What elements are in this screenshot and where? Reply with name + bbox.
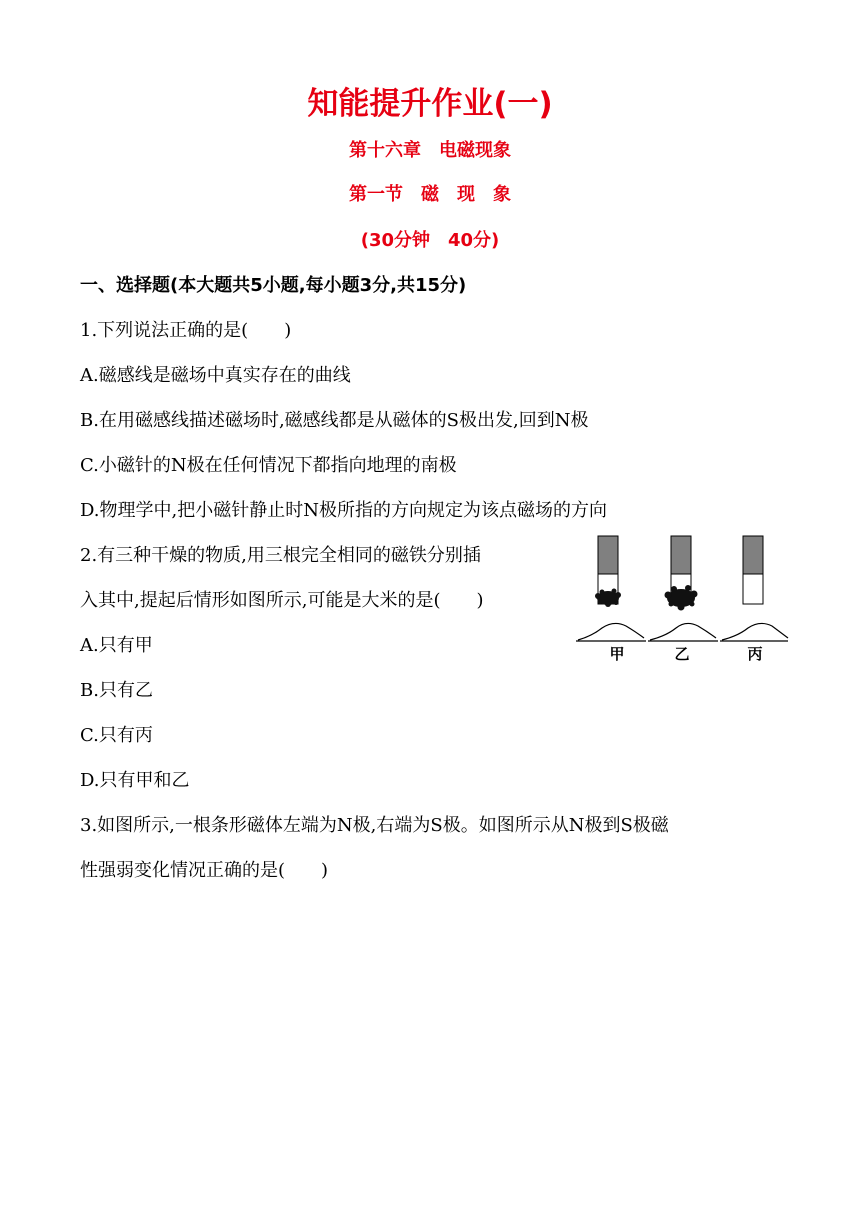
figure-label-jia: 甲 (609, 645, 625, 663)
magnet-bing (743, 536, 763, 604)
pile-yi (648, 623, 718, 641)
q2-stem-line1: 2.有三种干燥的物质,用三根完全相同的磁铁分别插 (80, 545, 481, 566)
chapter-title: 第十六章 电磁现象 (349, 140, 511, 161)
q1-option-a: A.磁感线是磁场中真实存在的曲线 (80, 365, 351, 386)
q2-option-c: C.只有丙 (80, 725, 153, 746)
q2-magnets-figure (574, 532, 790, 664)
q2-stem-line2: 入其中,提起后情形如图所示,可能是大米的是( ) (80, 590, 484, 611)
pile-jia (576, 623, 646, 641)
q1-stem: 1.下列说法正确的是( ) (80, 320, 292, 341)
q1-option-c: C.小磁针的N极在任何情况下都指向地理的南极 (80, 455, 457, 476)
q2-option-b: B.只有乙 (80, 680, 153, 701)
q2-option-a: A.只有甲 (80, 635, 153, 656)
part1-heading: 一、选择题(本大题共5小题,每小题3分,共15分) (80, 275, 467, 296)
page-title: 知能提升作业(一) (307, 86, 553, 122)
q2-option-d: D.只有甲和乙 (80, 770, 190, 791)
q3-stem-line1: 3.如图所示,一根条形磁体左端为N极,右端为S极。如图所示从N极到S极磁 (80, 815, 669, 836)
time-limit: (30分钟 40分) (360, 230, 500, 251)
q1-option-b: B.在用磁感线描述磁场时,磁感线都是从磁体的S极出发,回到N极 (80, 410, 589, 431)
figure-label-bing: 丙 (747, 645, 763, 663)
q1-option-d: D.物理学中,把小磁针静止时N极所指的方向规定为该点磁场的方向 (80, 500, 607, 521)
q3-stem-line2: 性强弱变化情况正确的是( ) (80, 860, 329, 881)
pile-bing (720, 623, 788, 641)
figure-label-yi: 乙 (674, 645, 690, 663)
section-title: 第一节 磁 现 象 (349, 184, 511, 205)
